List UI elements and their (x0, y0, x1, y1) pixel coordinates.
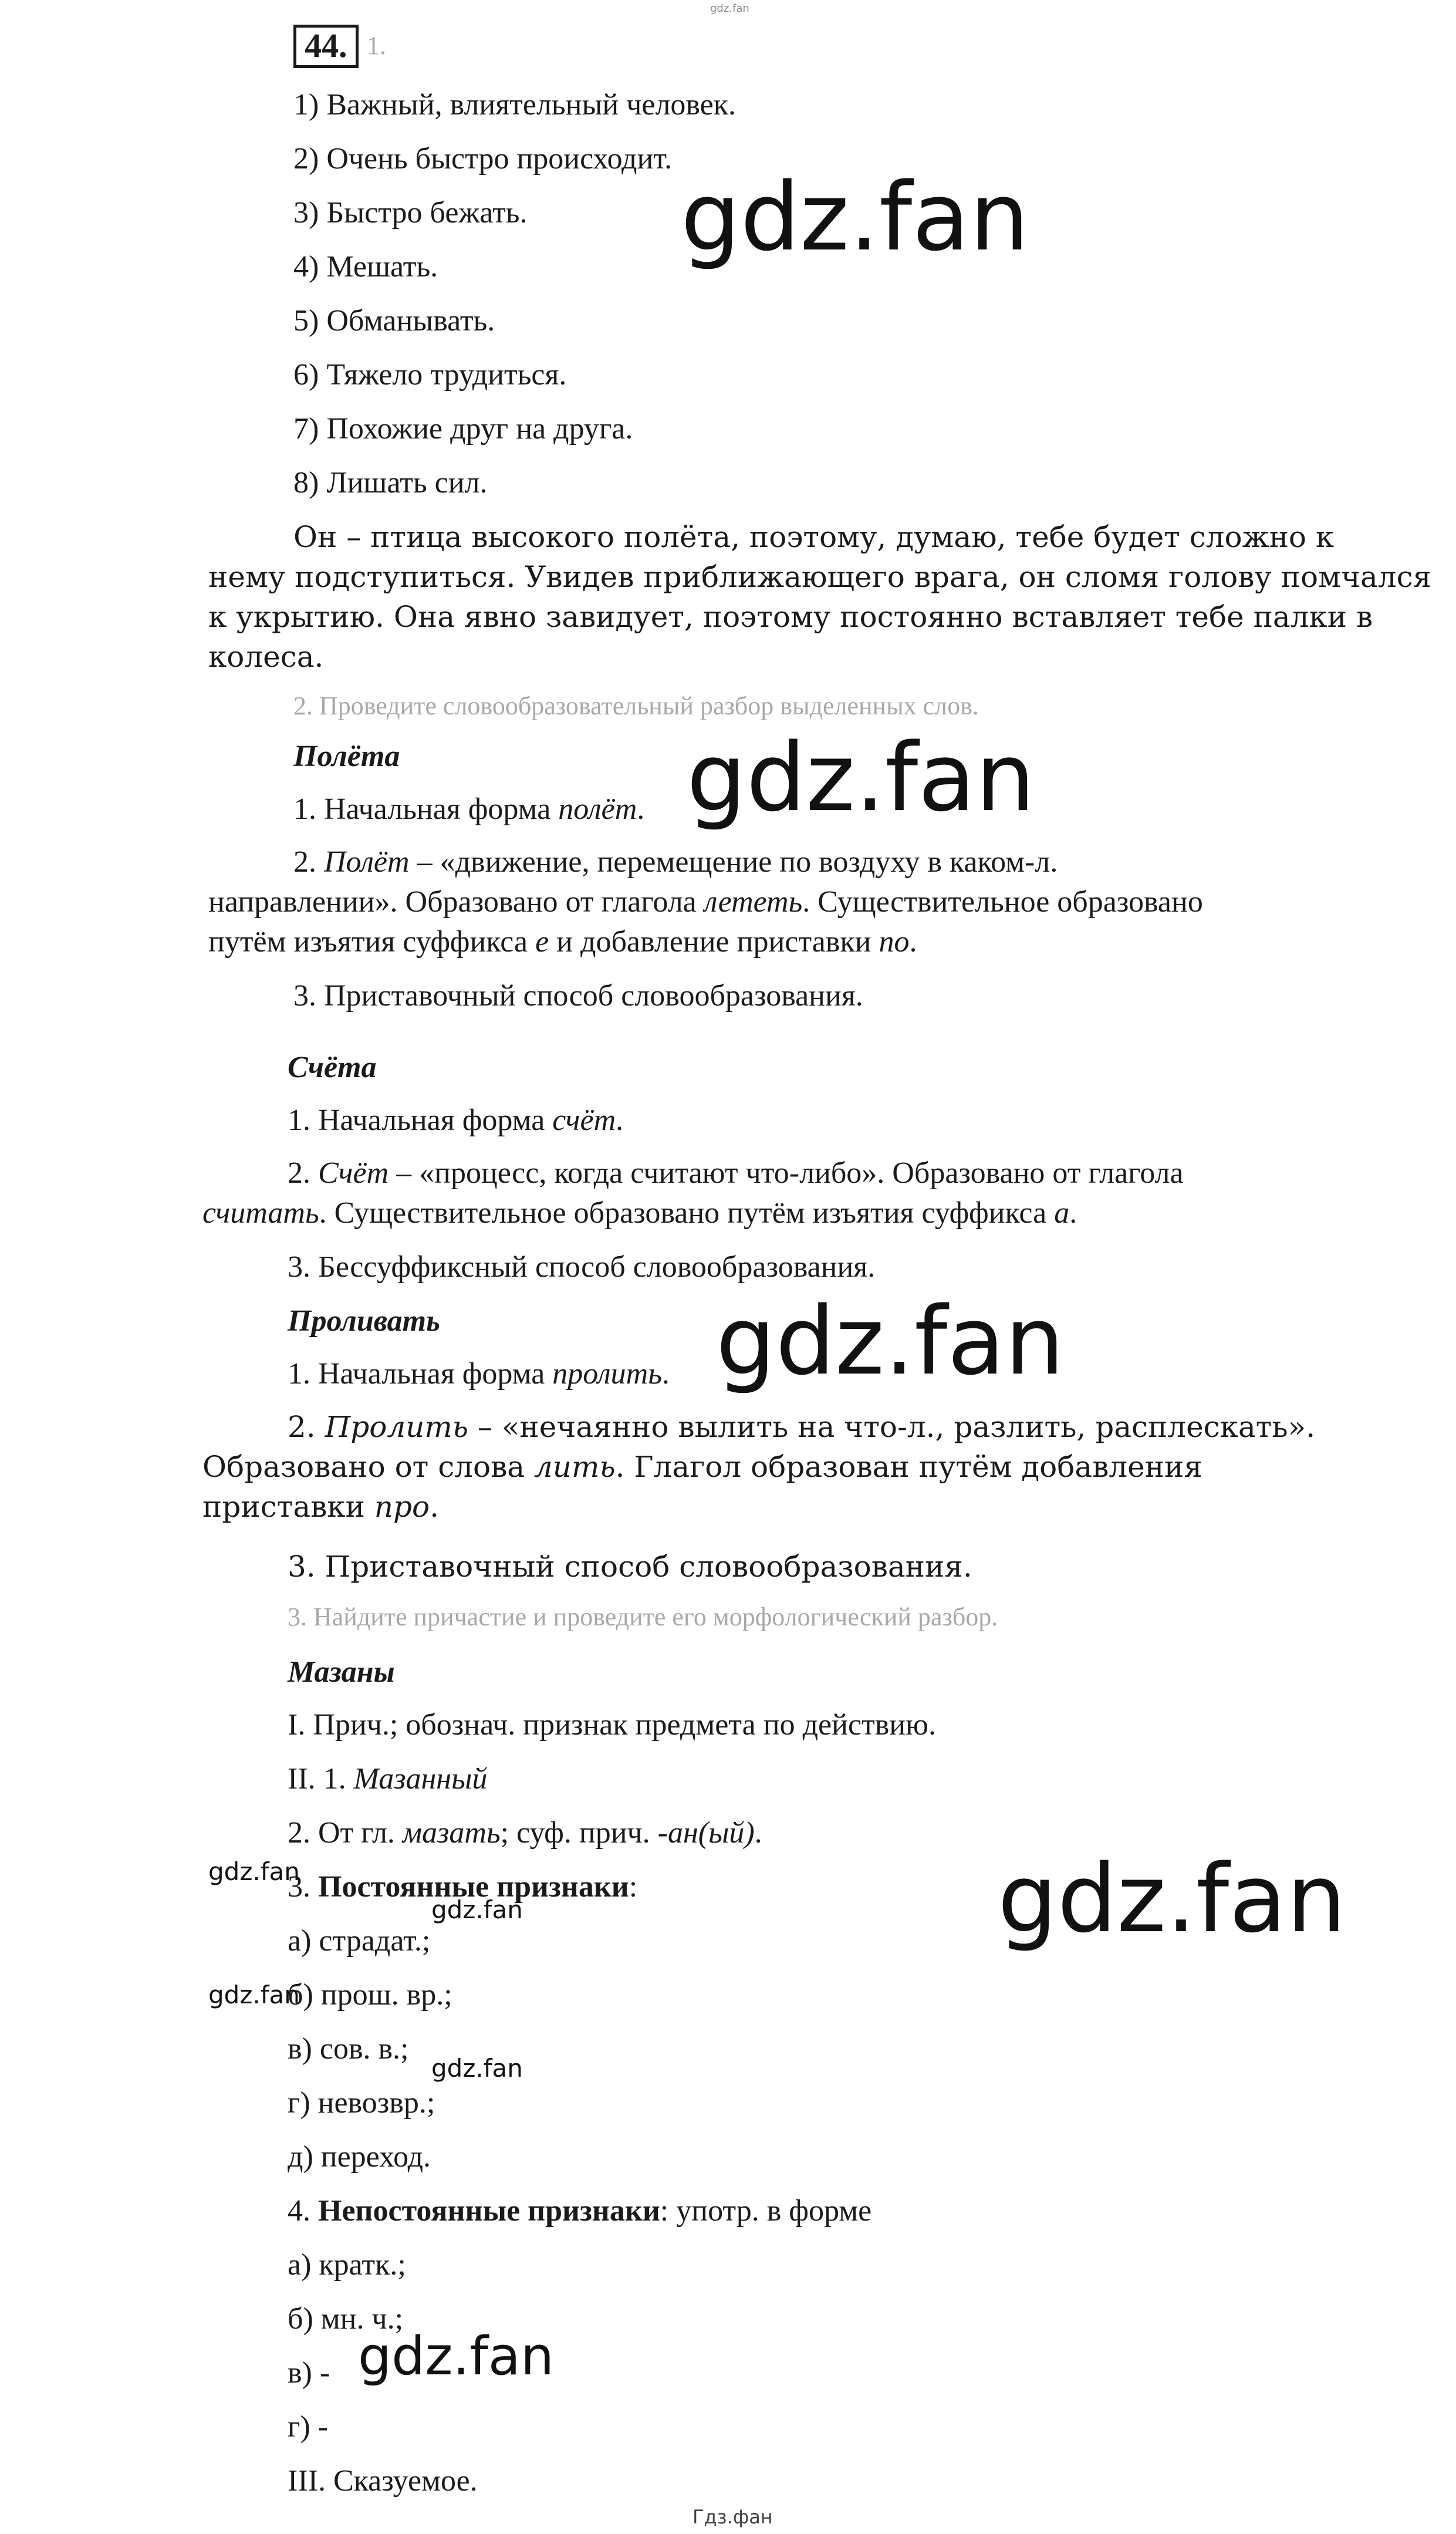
list-item: а) кратк.; (288, 2248, 406, 2282)
watermark-footer: Гдз.фан (692, 2506, 773, 2528)
paragraph-line: Он – птица высокого полёта, поэтому, думаю, тебе будет сложно к (293, 520, 1335, 554)
analysis-line: 2. Счёт – «процесс, когда считают что-либо». Образовано от глагола (288, 1156, 1184, 1190)
watermark: gdz.fan (208, 1980, 300, 2009)
morph-line: I. Прич.; обознач. признак предмета по действию. (288, 1708, 936, 1742)
paragraph-line: колеса. (208, 640, 324, 674)
analysis-line: направлении». Образовано от глагола лететь. Существительное образовано (208, 885, 1203, 919)
list-item: 2) Очень быстро происходит. (293, 142, 673, 176)
word-heading: Мазаны (288, 1655, 395, 1689)
exercise-number: 44. (293, 25, 359, 68)
watermark: gdz.fan (208, 1857, 300, 1886)
watermark: gdz.fan (358, 2326, 554, 2387)
morph-line: 3. Постоянные признаки: (288, 1870, 638, 1904)
list-item: 5) Обманывать. (293, 304, 495, 338)
analysis-line: 3. Бессуффиксный способ словообразования. (288, 1250, 876, 1284)
list-item: б) прош. вр.; (288, 1978, 452, 2012)
analysis-line: считать. Существительное образовано путём изъятия суффикса а. (202, 1196, 1077, 1230)
analysis-line: 3. Приставочный способ словообразования. (288, 1550, 972, 1584)
analysis-line: путём изъятия суффикса е и добавление приставки по. (208, 925, 917, 959)
analysis-line: Образовано от слова лить. Глагол образован путём добавления (202, 1450, 1202, 1484)
watermark: gdz.fan (431, 1895, 523, 1924)
morph-line: III. Сказуемое. (288, 2464, 478, 2498)
watermark: gdz.fan (431, 2054, 523, 2083)
analysis-line: 2. Полёт – «движение, перемещение по воздуху в каком-л. (293, 845, 1058, 879)
morph-line: 2. От гл. мазать; суф. прич. -ан(ый). (288, 1816, 762, 1850)
analysis-line: 2. Пролить – «нечаянно вылить на что-л., разлить, расплескать». (288, 1410, 1316, 1444)
watermark: gdz.fan (716, 1286, 1065, 1396)
list-item: б) мн. ч.; (288, 2302, 404, 2336)
list-item: 3) Быстро бежать. (293, 196, 528, 230)
list-item: д) переход. (288, 2140, 431, 2174)
list-item: 7) Похожие друг на друга. (293, 412, 633, 446)
list-item: в) сов. в.; (288, 2032, 409, 2066)
list-item: г) - (288, 2410, 328, 2444)
list-item: а) страдат.; (288, 1924, 431, 1958)
morph-line: II. 1. Мазанный (288, 1762, 488, 1796)
paragraph-line: к укрытию. Она явно завидует, поэтому постоянно вставляет тебе палки в (208, 600, 1373, 634)
word-heading: Проливать (288, 1304, 440, 1338)
analysis-line: 1. Начальная форма пролить. (288, 1357, 670, 1391)
morph-line: 4. Непостоянные признаки: употр. в форме (288, 2194, 872, 2228)
paragraph-line: нему подступиться. Увидев приближающего врага, он сломя голову помчался (208, 560, 1432, 594)
analysis-line: 1. Начальная форма полёт. (293, 792, 645, 826)
list-item: 4) Мешать. (293, 250, 438, 284)
task-number: 1. (367, 31, 386, 60)
analysis-line: 1. Начальная форма счёт. (288, 1104, 624, 1137)
analysis-line: приставки про. (202, 1490, 439, 1524)
task3-prompt: 3. Найдите причастие и проведите его морфологический разбор. (288, 1602, 998, 1631)
analysis-line: 3. Приставочный способ словообразования. (293, 979, 863, 1013)
watermark-top: gdz.fan (710, 2, 749, 15)
word-heading: Полёта (293, 740, 400, 773)
watermark: gdz.fan (687, 723, 1035, 832)
task2-prompt: 2. Проведите словообразовательный разбор выделенных слов. (293, 691, 979, 720)
list-item: 8) Лишать сил. (293, 466, 488, 500)
list-item: 6) Тяжело трудиться. (293, 358, 567, 392)
list-item: г) невозвр.; (288, 2086, 435, 2120)
watermark: gdz.fan (998, 1844, 1346, 1953)
list-item: 1) Важный, влиятельный человек. (293, 88, 736, 122)
list-item: в) - (288, 2356, 330, 2390)
word-heading: Счёта (288, 1051, 377, 1084)
watermark: gdz.fan (681, 162, 1029, 272)
